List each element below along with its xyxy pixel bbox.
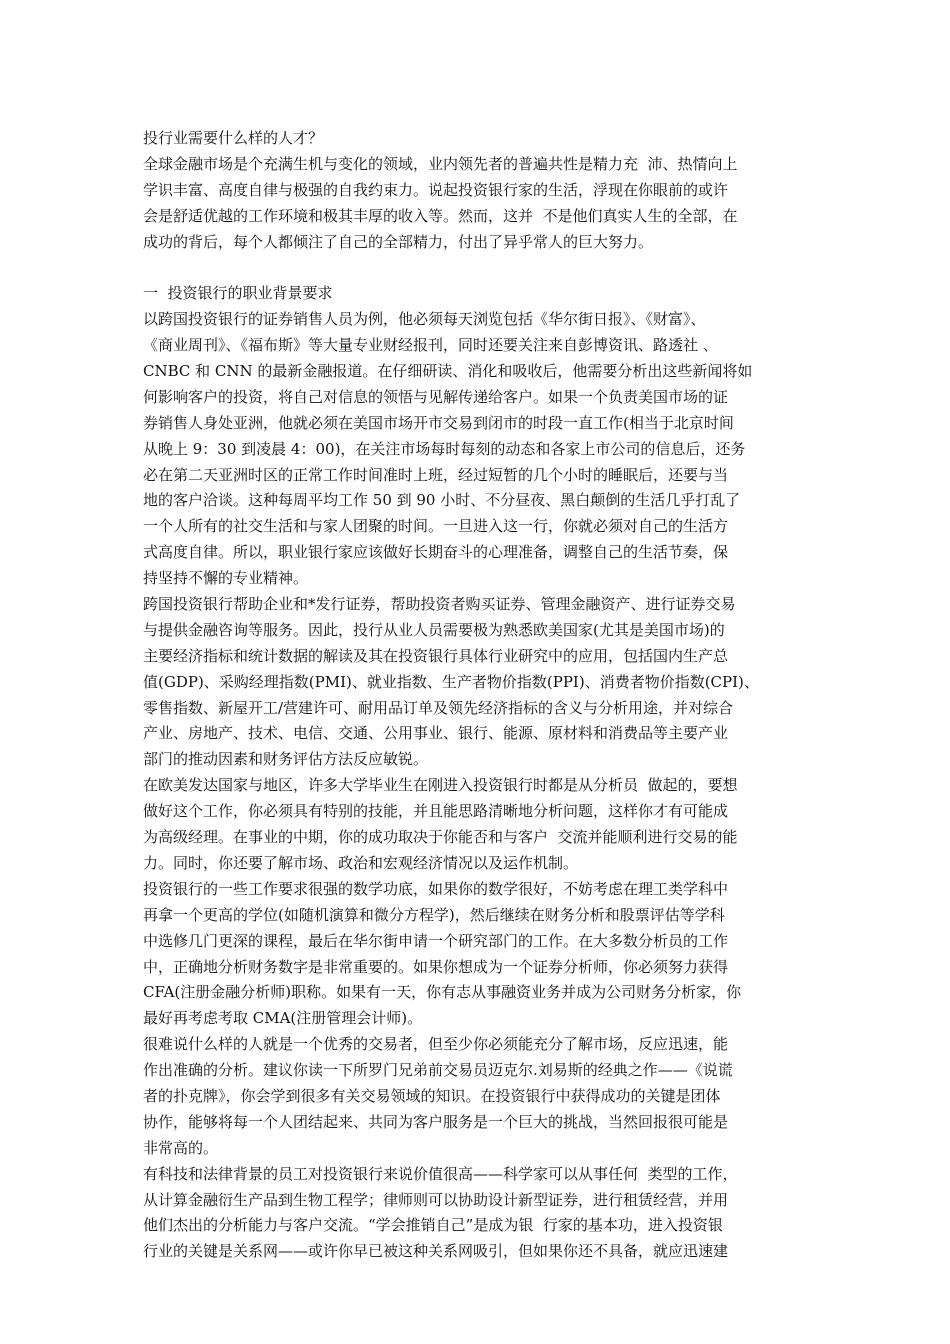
text-line: 全球金融市场是个充满生机与变化的领域，业内领先者的普遍共性是精力充 沛、热情向上 — [143, 154, 738, 173]
text-line: 再拿一个更高的学位(如随机演算和微分方程学)，然后继续在财务分析和股票评估等学科 — [143, 905, 725, 924]
text-line: 作出准确的分析。建议你读一下所罗门兄弟前交易员迈克尔.刘易斯的经典之作——《说谎 — [143, 1061, 733, 1080]
text-line: 式高度自律。所以，职业银行家应该做好长期奋斗的心理准备，调整自己的生活节奏，保 — [143, 543, 729, 562]
text-line: 从晚上 9：30 到凌晨 4：00)，在关注市场每时每刻的动态和各家上市公司的信息后，还务 — [143, 439, 746, 458]
text-line: 一个人所有的社交生活和与家人团聚的时间。一旦进入这一行，你就必须对自己的生活方 — [143, 517, 729, 536]
text-line: 零售指数、新屋开工/营建许可、耐用品订单及领先经济指标的含义与分析用途，并对综合 — [143, 698, 734, 717]
section-heading: 一 投资银行的职业背景要求 — [143, 284, 333, 303]
text-line: 学识丰富、高度自律与极强的自我约束力。说起投资银行家的生活，浮现在你眼前的或许 — [143, 180, 729, 199]
text-line: 持坚持不懈的专业精神。 — [143, 569, 309, 588]
intro-paragraph — [143, 152, 807, 256]
text-line: 中选修几门更深的课程，最后在华尔街申请一个研究部门的工作。在大多数分析员的工作 — [143, 931, 729, 950]
text-line: 部门的推动因素和财务评估方法反应敏锐。 — [143, 750, 429, 769]
text-line: 力。同时，你还要了解市场、政治和宏观经济情况以及运作机制。 — [143, 853, 579, 872]
text-line: CFA(注册金融分析师)职称。如果有一天，你有志从事融资业务并成为公司财务分析家，你 — [143, 983, 742, 1002]
text-line: 券销售人身处亚洲，他就必须在美国市场开市交易到闭市的时段一直工作(相当于北京时间 — [143, 413, 734, 432]
paragraph-gap — [143, 255, 807, 281]
text-line: 何影响客户的投资，将自己对信息的领悟与见解传递给客户。如果一个负责美国市场的证 — [143, 387, 729, 406]
text-line: 有科技和法律背景的员工对投资银行来说价值很高——科学家可以从事任何 类型的工作， — [143, 1164, 738, 1183]
text-line: 做好这个工作，你必须具有特别的技能，并且能思路清晰地分析问题，这样你才有可能成 — [143, 802, 729, 821]
text-line: 值(GDP)、采购经理指数(PMI)、就业指数、生产者物价指数(PPI)、消费者物价指数(CPI)、 — [143, 672, 759, 691]
text-line: 从计算金融衍生产品到生物工程学；律师则可以协助设计新型证券，进行租赁经营，并用 — [143, 1190, 729, 1209]
text-line: 非常高的。 — [143, 1138, 219, 1157]
text-line: 成功的背后，每个人都倾注了自己的全部精力，付出了异乎常人的巨大努力。 — [143, 232, 654, 251]
section-body — [143, 307, 807, 1265]
document-title: 投行业需要什么样的人才？ — [143, 129, 324, 147]
text-line: 产业、房地产、技术、电信、交通、公用事业、银行、能源、原材料和消费品等主要产业 — [143, 724, 729, 743]
text-line: 为高级经理。在事业的中期，你的成功取决于你能否和与客户 交流并能顺利进行交易的能 — [143, 828, 738, 847]
text-line: 协作，能够将每一个人团结起来、共同为客户服务是一个巨大的挑战，当然回报很可能是 — [143, 1112, 729, 1131]
text-line: 必在第二天亚洲时区的正常工作时间准时上班，经过短暂的几个小时的睡眠后，还要与当 — [143, 465, 729, 484]
text-line: 他们杰出的分析能力与客户交流。“学会推销自己”是成为银 行家的基本功，进入投资银 — [143, 1216, 723, 1235]
text-line: 投资银行的一些工作要求很强的数学功底，如果你的数学很好，不妨考虑在理工类学科中 — [143, 879, 729, 898]
text-line: 跨国投资银行帮助企业和*发行证券，帮助投资者购买证券、管理金融资产、进行证券交易 — [143, 595, 736, 614]
text-line: 最好再考虑考取 CMA(注册管理会计师)。 — [143, 1009, 423, 1028]
text-line: 在欧美发达国家与地区，许多大学毕业生在刚进入投资银行时都是从分析员 做起的，要想 — [143, 776, 738, 795]
text-line: 主要经济指标和统计数据的解读及其在投资银行具体行业研究中的应用，包括国内生产总 — [143, 646, 729, 665]
text-line: 中，正确地分析财务数字是非常重要的。如果你想成为一个证券分析师，你必须努力获得 — [143, 957, 729, 976]
text-line: 以跨国投资银行的证券销售人员为例，他必须每天浏览包括《华尔街日报》、《财富》、 — [143, 310, 706, 329]
text-line: 行业的关键是关系网——或许你早已被这种关系网吸引，但如果你还不具备，就应迅速建 — [143, 1242, 729, 1261]
text-line: CNBC 和 CNN 的最新金融报道。在仔细研读、消化和吸收后，他需要分析出这些新闻将如 — [143, 362, 753, 381]
text-line: 与提供金融咨询等服务。因此，投行从业人员需要极为熟悉欧美国家(尤其是美国市场)的 — [143, 620, 725, 639]
document-page — [143, 126, 807, 1265]
text-line: 很难说什么样的人就是一个优秀的交易者，但至少你必须能充分了解市场，反应迅速，能 — [143, 1035, 729, 1054]
text-line: 地的客户洽谈。这种每周平均工作 50 到 90 小时、不分昼夜、黑白颠倒的生活几乎打乱了 — [143, 491, 741, 510]
text-line: 会是舒适优越的工作环境和极其丰厚的收入等。然而，这并 不是他们真实人生的全部，在 — [143, 206, 738, 225]
text-line: 《商业周刊》、《福布斯》等大量专业财经报刊，同时还要关注来自彭博资讯、路透社 、 — [143, 336, 718, 355]
text-line: 者的扑克牌》，你会学到很多有关交易领域的知识。在投资银行中获得成功的关键是团体 — [143, 1086, 721, 1105]
